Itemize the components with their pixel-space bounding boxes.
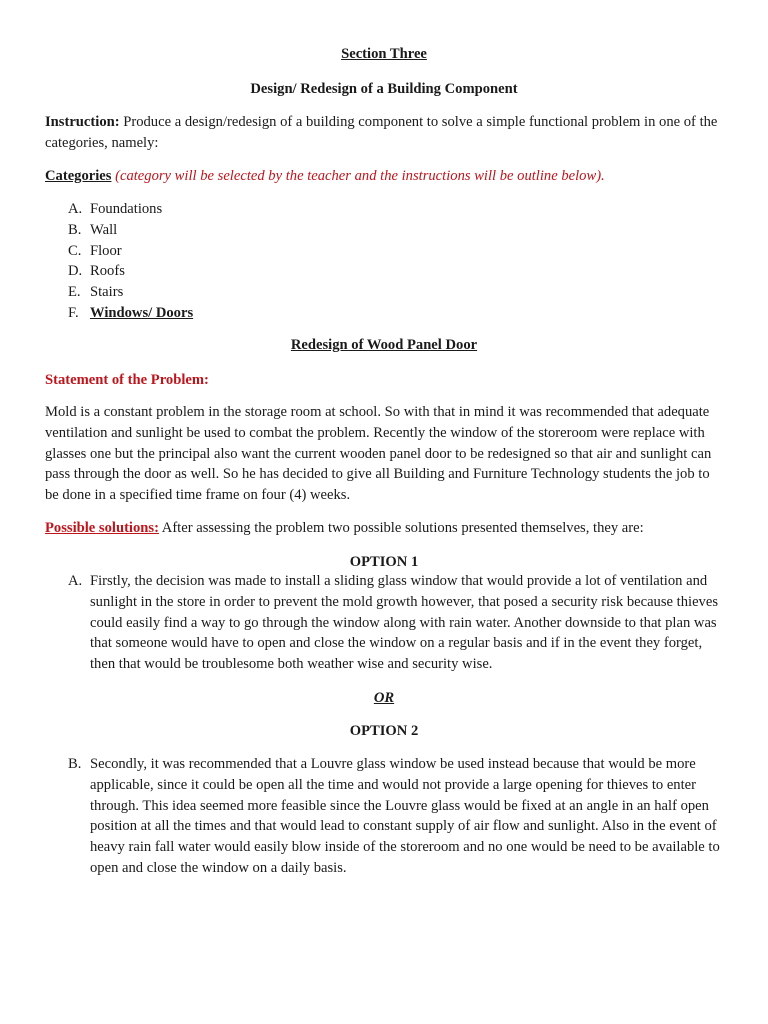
list-item-label: Wall bbox=[90, 221, 118, 238]
option-1-item bbox=[45, 571, 723, 675]
problem-text: Mold is a constant problem in the storage room at school. So with that in mind it was recommended that adequate ventilation and sunlight be used to combat the problem. Recently the window of the storeroom were replace with glasses one but the principal also want the current wooden panel door to be redesigned so that air and sunlight can pass through the door as well. So he has decided to give all Building and Furniture Technology students the job to be done in a specified time frame on four (4) weeks. bbox=[45, 404, 712, 504]
section-title: Section Three bbox=[341, 46, 427, 62]
solutions-paragraph bbox=[45, 518, 723, 539]
option-1-text: Firstly, the decision was made to install a sliding glass window that would provide a lot of ventilation and sunlight in the store in order to prevent the mold growth however, that posed a security risk because thieves could easily find a way to go through the window along with rain water. Another downside to that plan was that someone would have to open and close the window on a regular basis and if in the event they forget, then that would be troublesome both weather wise and security wise. bbox=[90, 573, 719, 673]
list-marker: B. bbox=[68, 221, 82, 238]
list-marker: C. bbox=[68, 242, 82, 259]
solutions-text: After assessing the problem two possible solutions presented themselves, they are: bbox=[158, 520, 644, 536]
instruction-label: Instruction: bbox=[45, 114, 120, 130]
or-label: OR bbox=[373, 690, 395, 706]
list-item-selected bbox=[45, 303, 723, 324]
list-item-label: Stairs bbox=[90, 284, 124, 301]
problem-heading: Statement of the Problem: bbox=[45, 372, 209, 388]
categories-label: Categories bbox=[45, 168, 112, 184]
list-item bbox=[45, 220, 723, 241]
list-marker: E. bbox=[68, 284, 81, 301]
option-2-item bbox=[45, 754, 723, 879]
list-item bbox=[45, 241, 723, 262]
document-subtitle: Design/ Redesign of a Building Component bbox=[250, 81, 518, 97]
list-item bbox=[45, 282, 723, 303]
categories-list bbox=[45, 199, 723, 324]
categories-line bbox=[45, 166, 723, 187]
list-marker: B. bbox=[68, 756, 82, 772]
option-2-text: Secondly, it was recommended that a Louvre glass window be used instead because that would be more applicable, since it could be open all the time and would not provide a large opening for thieves to enter through. This idea seemed more feasible since the Louvre glass would be fixed at an angle in an half open position at all the times and that would lead to constant supply of air flow and sunlight. Also in the event of heavy rain fall water would easily blow inside of the storeroom and no one would be need to be available to open and close the window on a daily basis. bbox=[90, 756, 720, 876]
list-item bbox=[45, 199, 723, 220]
list-marker: A. bbox=[68, 201, 83, 217]
categories-note: (category will be selected by the teacher and the instructions will be outline below). bbox=[111, 168, 605, 184]
list-item-label: Windows/ Doors bbox=[90, 304, 194, 321]
instruction-text: Produce a design/redesign of a building component to solve a simple functional problem in one of the categories, namely: bbox=[45, 114, 718, 151]
list-item-label: Foundations bbox=[90, 201, 163, 217]
list-marker: F. bbox=[68, 304, 79, 321]
list-item-label: Floor bbox=[90, 242, 122, 259]
list-item bbox=[45, 261, 723, 282]
list-item-label: Roofs bbox=[90, 263, 125, 280]
option-1-title: OPTION 1 bbox=[349, 554, 419, 570]
list-marker: D. bbox=[68, 263, 83, 280]
option-2-title: OPTION 2 bbox=[349, 723, 419, 739]
list-marker: A. bbox=[68, 573, 83, 589]
redesign-title: Redesign of Wood Panel Door bbox=[290, 337, 478, 353]
instruction-paragraph bbox=[45, 112, 723, 154]
solutions-label: Possible solutions: bbox=[45, 520, 159, 536]
